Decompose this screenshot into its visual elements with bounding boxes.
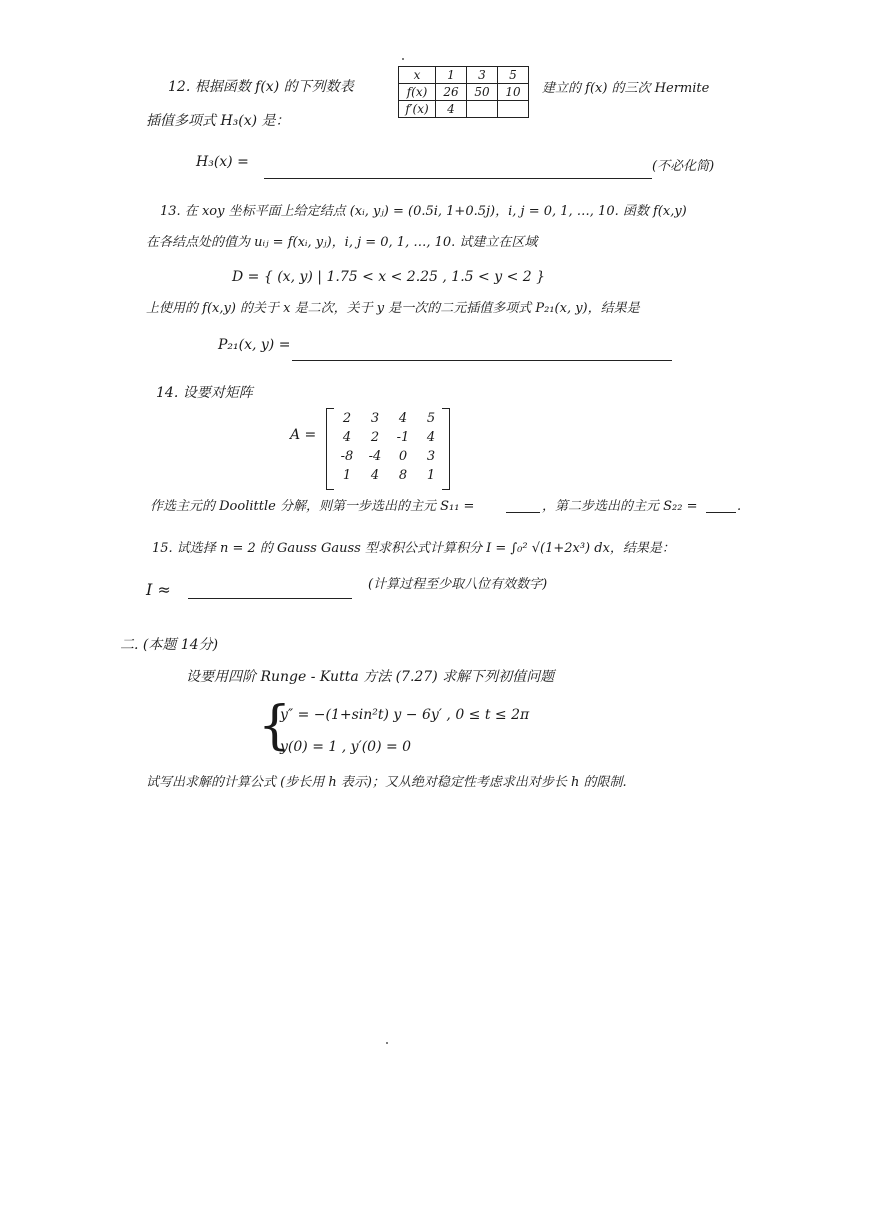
matrix-cell: 8 bbox=[398, 468, 408, 483]
part2-eq2: y(0) = 1 , y′(0) = 0 bbox=[280, 739, 412, 755]
q14-line2a: 作选主元的 Doolittle 分解，则第一步选出的主元 S₁₁ = bbox=[150, 499, 475, 514]
q14-s11-blank[interactable] bbox=[506, 512, 540, 513]
matrix-cell: 4 bbox=[426, 430, 436, 445]
q13-line2: 在各结点处的值为 uᵢⱼ = f(xᵢ, yⱼ)，i, j = 0, 1, …, 10. 试建立在区域 bbox=[146, 235, 538, 250]
q12-value-table bbox=[398, 66, 529, 118]
matrix-left-bracket bbox=[326, 408, 334, 490]
q14-line2c: . bbox=[737, 499, 742, 514]
q12-note: (不必化简) bbox=[652, 159, 715, 174]
part2-eq1: y″ = −(1+sin²t) y − 6y′ , 0 ≤ t ≤ 2π bbox=[280, 707, 530, 723]
q14-s22-blank[interactable] bbox=[706, 512, 736, 513]
matrix-cell: -4 bbox=[368, 449, 382, 464]
matrix-cell: 4 bbox=[398, 411, 408, 426]
q13-domain: D = { (x, y) | 1.75 < x < 2.25 , 1.5 < y < 2 } bbox=[232, 269, 546, 285]
q12-line1b: 建立的 f(x) 的三次 Hermite bbox=[542, 81, 710, 96]
q13-answer-label: P₂₁(x, y) = bbox=[218, 337, 291, 353]
q14-matrix-label: A = bbox=[290, 427, 317, 443]
matrix-cell: 0 bbox=[398, 449, 408, 464]
matrix-cell: 1 bbox=[426, 468, 436, 483]
q12-line2: 插值多项式 H₃(x) 是： bbox=[146, 113, 290, 129]
q13-line3: 上使用的 f(x,y) 的关于 x 是二次，关于 y 是一次的二元插值多项式 P₂₁(x, y)，结果是 bbox=[146, 301, 640, 316]
table-row bbox=[399, 84, 529, 101]
part2-line1: 设要用四阶 Runge - Kutta 方法 (7.27) 求解下列初值问题 bbox=[186, 669, 555, 685]
matrix-cell: 5 bbox=[426, 411, 436, 426]
part2-line2: 试写出求解的计算公式 (步长用 h 表示)；又从绝对稳定性考虑求出对步长 h 的限制. bbox=[146, 775, 627, 790]
scan-speck bbox=[386, 1042, 388, 1044]
part2-title: 二. (本题 14分) bbox=[120, 637, 219, 653]
matrix-cell: 2 bbox=[370, 430, 380, 445]
table-cell: 4 bbox=[436, 101, 467, 118]
table-cell: 10 bbox=[498, 84, 529, 101]
matrix-cell: 3 bbox=[370, 411, 380, 426]
system-brace: { bbox=[258, 696, 292, 756]
q12-answer-blank[interactable] bbox=[264, 178, 652, 179]
table-cell: f′(x) bbox=[399, 101, 436, 118]
table-cell bbox=[467, 101, 498, 118]
q15-line1: 15. 试选择 n = 2 的 Gauss Gauss 型求积公式计算积分 I = ∫₀² √(1+2x³) dx，结果是： bbox=[152, 541, 675, 556]
matrix-cell: 4 bbox=[370, 468, 380, 483]
table-cell bbox=[498, 101, 529, 118]
table-cell: x bbox=[399, 67, 436, 84]
table-cell: f(x) bbox=[399, 84, 436, 101]
matrix-cell: 3 bbox=[426, 449, 436, 464]
scan-speck bbox=[402, 58, 404, 60]
q15-note: (计算过程至少取八位有效数字) bbox=[368, 577, 548, 592]
matrix-cell: 4 bbox=[342, 430, 352, 445]
table-row bbox=[399, 67, 529, 84]
table-cell: 1 bbox=[436, 67, 467, 84]
matrix-cell: 2 bbox=[342, 411, 352, 426]
matrix-cell: -8 bbox=[340, 449, 354, 464]
q14-line2b: ，第二步选出的主元 S₂₂ = bbox=[542, 499, 698, 514]
table-cell: 3 bbox=[467, 67, 498, 84]
q15-answer-blank[interactable] bbox=[188, 598, 352, 599]
q15-answer-label: I ≈ bbox=[146, 580, 171, 599]
table-row bbox=[399, 101, 529, 118]
table-cell: 50 bbox=[467, 84, 498, 101]
q13-line1: 13. 在 xoy 坐标平面上给定结点 (xᵢ, yⱼ) = (0.5i, 1+0.5j)，i, j = 0, 1, …, 10. 函数 f(x,y) bbox=[160, 204, 687, 219]
matrix-cell: -1 bbox=[396, 430, 410, 445]
table-cell: 5 bbox=[498, 67, 529, 84]
q14-line1: 14. 设要对矩阵 bbox=[156, 385, 253, 401]
q12-line1: 12. 根据函数 f(x) 的下列数表 bbox=[168, 79, 354, 95]
q13-answer-blank[interactable] bbox=[292, 360, 672, 361]
matrix-cell: 1 bbox=[342, 468, 352, 483]
table-cell: 26 bbox=[436, 84, 467, 101]
q12-answer-label: H₃(x) = bbox=[196, 154, 249, 170]
